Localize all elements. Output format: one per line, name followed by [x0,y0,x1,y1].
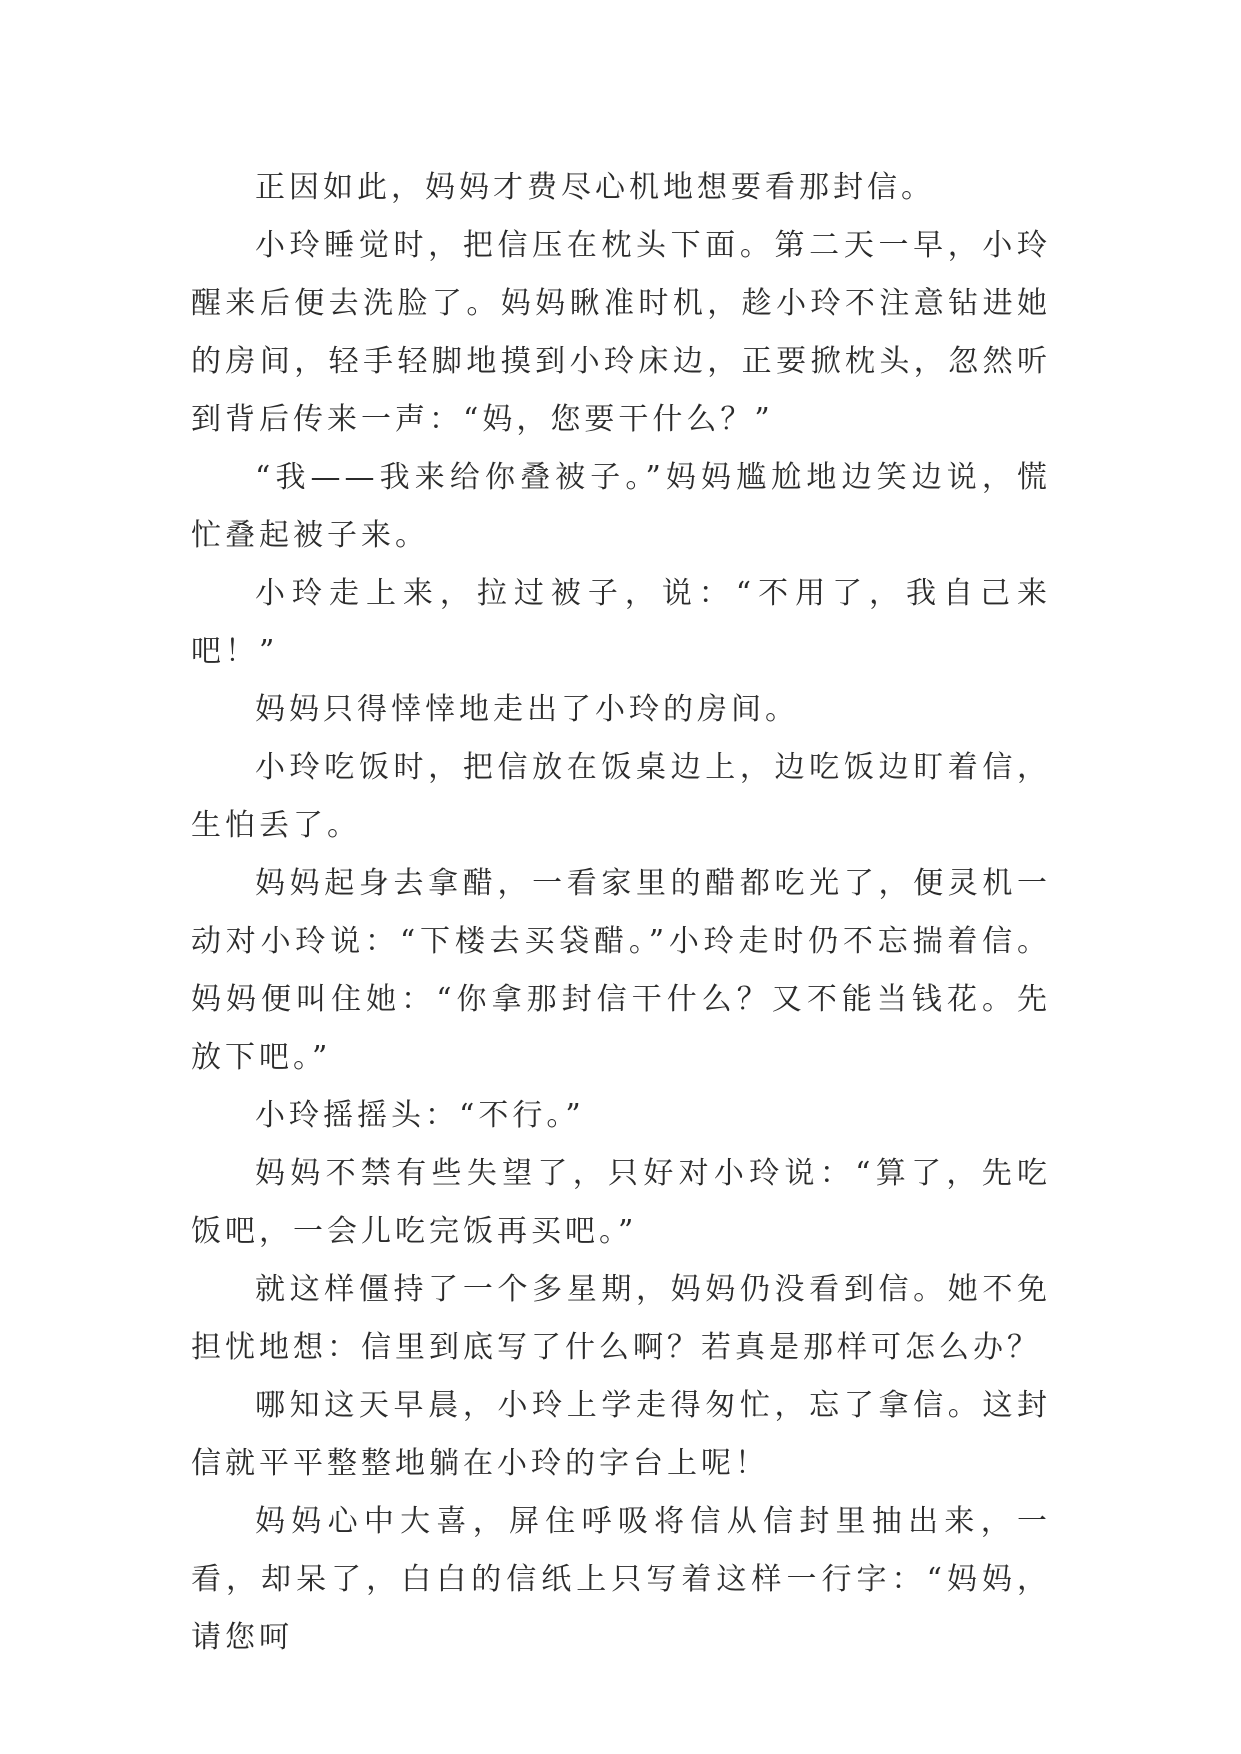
paragraph: “我——我来给你叠被子。”妈妈尴尬地边笑边说，慌忙叠起被子来。 [191,460,1051,553]
paragraph: 正因如此，妈妈才费尽心机地想要看那封信。 [255,170,935,205]
paragraph: 小玲走上来，拉过被子，说：“不用了，我自己来吧！” [191,576,1051,669]
paragraph: 妈妈起身去拿醋，一看家里的醋都吃光了，便灵机一动对小玲说：“下楼去买袋醋。”小玲走时仍不忘揣着信。妈妈便叫住她：“你拿那封信干什么？又不能当钱花。先放下吧。” [191,866,1051,1075]
paragraph: 小玲摇摇头：“不行。” [255,1098,585,1133]
paragraph: 妈妈心中大喜，屏住呼吸将信从信封里抽出来，一看，却呆了，白白的信纸上只写着这样一行字：“妈妈，请您呵 [191,1504,1051,1655]
paragraph: 妈妈不禁有些失望了，只好对小玲说：“算了，先吃饭吧，一会儿吃完饭再买吧。” [191,1156,1051,1249]
paragraph: 小玲吃饭时，把信放在饭桌边上，边吃饭边盯着信，生怕丢了。 [191,750,1051,843]
story-text [191,159,1051,1667]
paragraph: 小玲睡觉时，把信压在枕头下面。第二天一早，小玲醒来后便去洗脸了。妈妈瞅准时机，趁小玲不注意钻进她的房间，轻手轻脚地摸到小玲床边，正要掀枕头，忽然听到背后传来一声：“妈，您要干什么？” [191,228,1051,437]
paragraph: 就这样僵持了一个多星期，妈妈仍没看到信。她不免担忧地想：信里到底写了什么啊？若真是那样可怎么办？ [191,1272,1051,1365]
paragraph: 哪知这天早晨，小玲上学走得匆忙，忘了拿信。这封信就平平整整地躺在小玲的字台上呢！ [191,1388,1051,1481]
paragraph: 妈妈只得悻悻地走出了小玲的房间。 [255,692,799,727]
